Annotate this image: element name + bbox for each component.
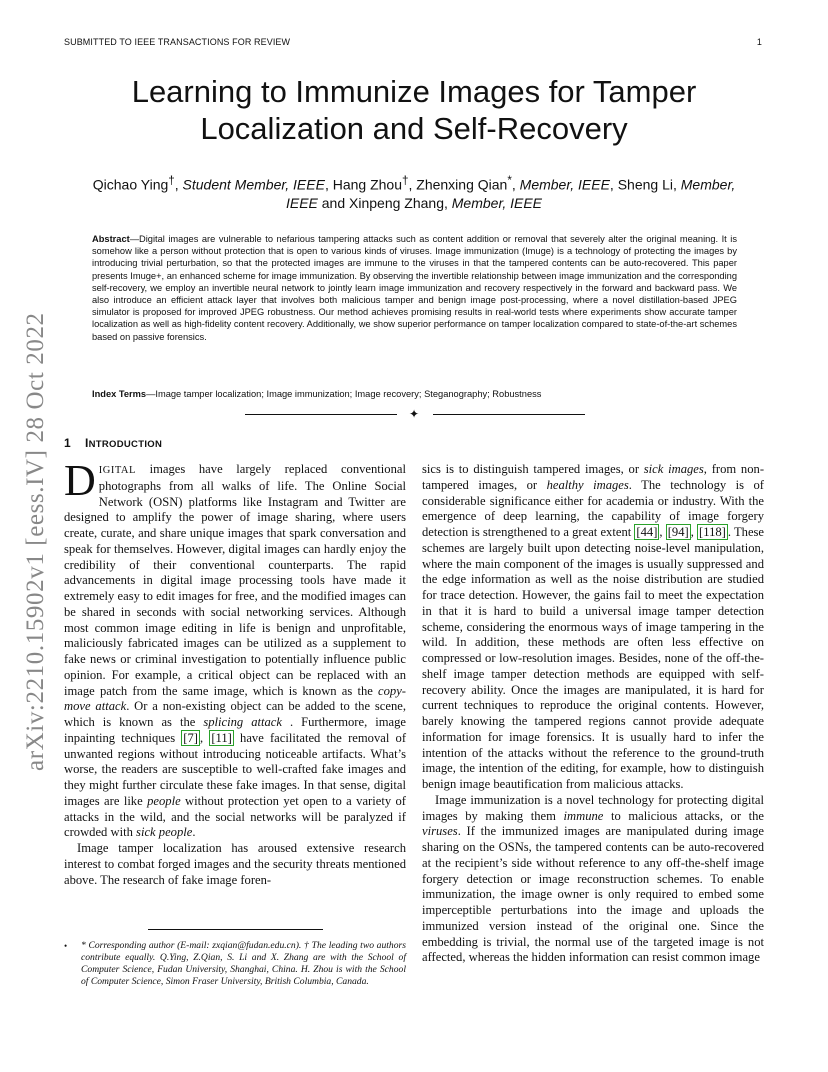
title-line-2: Localization and Self-Recovery (200, 111, 628, 146)
citation-link[interactable]: [11] (211, 730, 232, 745)
italic-term: people (147, 793, 181, 808)
author-name: Qichao Ying (92, 176, 169, 193)
running-header (64, 37, 762, 49)
paragraph (64, 456, 407, 841)
author-role: Member, IEEE (451, 194, 543, 211)
text-run: . Or a non-existing object can be added to the scene, which is known as the (64, 699, 406, 729)
abstract-label: Abstract (92, 234, 130, 244)
paper-title (64, 73, 764, 147)
section-number: 1 (64, 436, 71, 450)
divider-diamond-icon: ✦ (409, 407, 420, 421)
italic-term: viruses (422, 824, 458, 839)
divider-line-right (433, 414, 585, 415)
abstract-text: —Digital images are vulnerable to nefarious tampering attacks such as content addition or removal that severely alter the original meaning. It is somehow like a person without protection that is open to various kinds of viruses. Image immunization (Imuge) is a technology of protecting the images by introducing trivial perturbation, so that the protected images are immune to the viruses in that the tampered contents can be auto-recovered. This paper presents Imuge+, an enhanced scheme for image immunization. By observing the invertible relationship between image immunization and the corresponding self-recovery, we employ an invertible neural network to jointly learn image immunization and recovery respectively in the forward and backward pass. We also introduce an efficient attack layer that involves both malicious tamper and benign image post-processing, where a novel distillation-based JPEG simulator is proposed for improved JPEG robustness. Our method achieves promising results in real-world tests where experiments show accurate tamper localization as well as high-fidelity content recovery. Additionally, we show superior performance on tamper localization compared to state-of-the-art schemes based on passive forensics. (92, 234, 737, 342)
text-run: sics is to distinguish tampered images, or (422, 462, 644, 476)
author-mark: † (168, 174, 175, 187)
drop-cap: D (64, 456, 96, 505)
author-mark: † (402, 174, 409, 187)
author-role: Member, IEEE (519, 176, 610, 193)
text-run: , (199, 730, 210, 745)
footnote-bullet: • (64, 941, 68, 951)
section-divider (245, 407, 585, 421)
author-conjunction: and (321, 194, 346, 211)
citation-link[interactable]: [7] (183, 730, 198, 745)
title-line-1: Learning to Immunize Images for Tamper (131, 74, 697, 109)
abstract (92, 233, 737, 343)
author-role: Student Member, IEEE (182, 176, 325, 193)
author-name: Xinpeng Zhang (349, 194, 444, 211)
index-terms-label: Index Terms (92, 389, 147, 399)
footnote-text: * Corresponding author (E-mail: zxqian@fudan.edu.cn). † The leading two authors contribute equally. Q.Ying, Z.Qian, S. Li and X. Zhang are with the School of Computer Science, Fudan University, Shanghai, China. H. Zhou is with the School of Computer Science, Simon Fraser University, British Columbia, Canada. (81, 940, 406, 987)
text-run: , (690, 525, 698, 539)
right-column (422, 462, 764, 966)
author-mark: * (507, 174, 512, 187)
italic-term: copy-move attack (64, 683, 406, 714)
running-title: SUBMITTED TO IEEE TRANSACTIONS FOR REVIEW (64, 37, 291, 47)
text-run: . The technology is of considerable significance either for academia or industry. With the emergence of deep learning, the capability of image forgery detection is strengthened to a great extent (422, 477, 764, 539)
text-run: . If the immunized images are manipulated during image sharing on the OSNs, the tampered contents can be auto-recovered at the recipient’s side without reference to any off-the-shelf image forgery detection or image reconstruction schemes. To enable immunization, the image owner is only required to embed some imperceptible perturbations into the image and uploads the immunized version instead of the original one. Since the embedding is trivial, the normal use of the targeted image is not affected, whereas the hidden information can resist common image (422, 824, 764, 965)
text-run: . These schemes are largely built upon detecting noise-level manipulation, where the main component of the images is usually suppressed and the edge information as well as the noise distribution are studied for trace detection. However, the gains fail to meet the expectation in that it is hard to build a universal image tamper detection scheme, considering the enormous ways of image tampering in the wild. In addition, these methods are often less effective on compressed or low-resolution images. Besides, none of the off-the-shelf image tamper detection methods are equipped with self-recovery ability. Once the images are manipulated, it is hard for current techniques to reproduce the original contents. However, barely knowing the tampered regions cannot provide adequate information for image forensics. It is usually hard to infer the intention of the attacks without the reference to the ground-truth image, the intention of the editing, for example, how to distinguish benign image beautification from malicious attacks. (422, 525, 765, 791)
index-terms (92, 388, 737, 400)
italic-term: healthy images (546, 477, 629, 492)
text-run: , (659, 525, 666, 539)
paragraph (422, 793, 764, 966)
paragraph: Image tamper localization has aroused extensive research interest to combat forged images and the security threats mentioned above. The research of fake image foren- (64, 841, 406, 887)
author-name: Hang Zhou (332, 176, 402, 193)
divider-line-left (245, 414, 397, 415)
page-number: 1 (756, 37, 762, 47)
text-run: . (192, 825, 196, 840)
text-run: Image immunization is a novel technology for protecting digital images by making them (422, 792, 764, 823)
first-word: IGITAL (98, 465, 136, 476)
text-run: without protection yet open to a variety of attacks in the wild, and the social networks will be paralyzed if crowded with (64, 793, 406, 840)
italic-term: splicing attack (203, 715, 282, 729)
citation-link[interactable]: [118] (699, 525, 726, 539)
text-run: to malicious attacks, or the (603, 808, 764, 823)
footnote-rule (148, 929, 323, 930)
text-run: images have largely replaced conventional photographs from all walks of life. The Online Social Network (OSN) platforms like Instagram and Twitter are designed to amplify the power of image sharing, where users create, curate, and share unique images that spark conversation and speak for themselves. However, digital images can hardly enjoy the credibility of their conventional counterparts. The rapid advancements in digital image processing tools have made it extremely easy to edit images for free, and the modified images can be shared in seconds with social networking services. Although most common image editing in life is benign and unprofitable, maliciously fabricated images can be utilized as a supplement to fake news or criminal investigation to potentially influence public opinion. For example, a critical object can be replaced with an image patch from the same image, which is known as the (64, 462, 406, 698)
left-column (64, 456, 407, 888)
citation-link[interactable]: [94] (667, 525, 689, 539)
text-run: have facilitated the removal of unwanted regions without introducing noticeable artifacts. What’s worse, the readers are susceptible to well-crafted fake images and they might further circulate these fake images. In that sense, digital images are like (64, 730, 407, 808)
arxiv-identifier[interactable]: arXiv:2210.15902v1 [eess.IV] 28 Oct 2022 (22, 312, 49, 771)
italic-term: sick people (136, 825, 193, 840)
italic-term: immune (563, 808, 604, 823)
paragraph (422, 462, 764, 793)
author-name: Sheng Li (617, 176, 673, 193)
text-run: . Furthermore, image inpainting techniques (64, 715, 406, 745)
citation-link[interactable]: [44] (636, 525, 658, 539)
text-run: , from non-tampered images, or (422, 462, 765, 492)
author-role: Member, IEEE (285, 176, 736, 211)
italic-term: sick images (643, 462, 704, 476)
index-terms-text: —Image tamper localization; Image immunization; Image recovery; Steganography; Robustness (146, 389, 542, 399)
section-heading (64, 436, 162, 450)
section-title-initial: I (84, 436, 89, 450)
author-name: Zhenxing Qian (416, 176, 508, 193)
author-list: Qichao Ying†, Student Member, IEEE, Hang Zhou†, Zhenxing Qian*, Member, IEEE, Sheng Li, Member, IEEE and Xinpeng Zhang, Member, IEEE (92, 174, 736, 211)
section-title-rest: NTRODUCTION (88, 439, 163, 450)
footnote (64, 940, 406, 988)
